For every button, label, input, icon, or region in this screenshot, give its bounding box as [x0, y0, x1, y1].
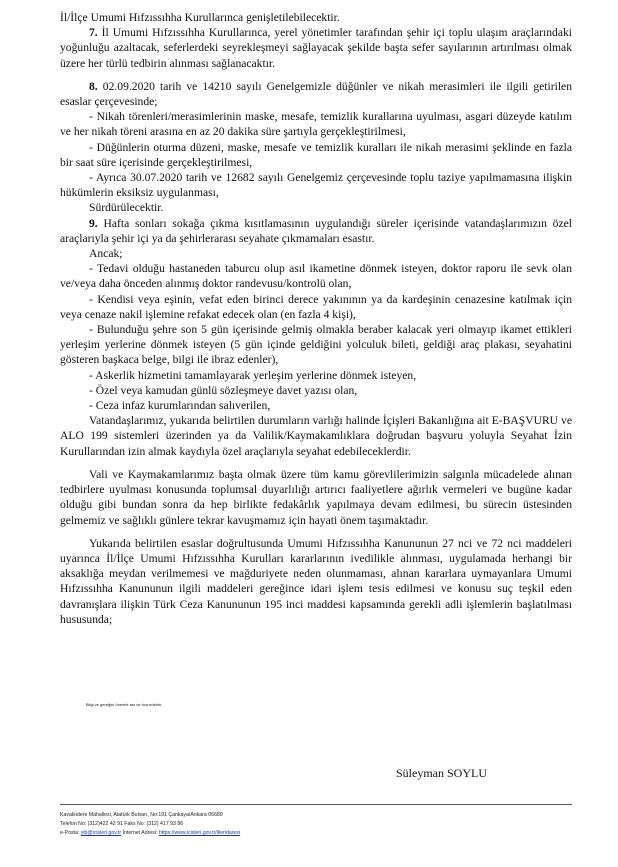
paragraph-text: - Nikah törenleri/merasimlerinin maske, mesafe, temizlik kurallarına uyulması, asgari düzeyde katılım ve her nikah töreni arasına en az 20 dakika süre şartıyla gerçekleştirilmesi,	[60, 110, 572, 139]
item-number: 7.	[89, 26, 98, 40]
paragraph-text: - Ayrıca 30.07.2020 tarih ve 12682 sayılı Genelgemiz çerçevesinde toplu taziye yapılmamasına ilişkin hükümlerin eksiksiz uygulanması,	[60, 171, 572, 200]
signer-name: Süleyman SOYLU	[396, 766, 487, 780]
email-link[interactable]: yib@icisleri.gov.tr	[80, 830, 122, 836]
paragraph	[60, 79, 572, 109]
paragraph-text: İl/İlçe Umumi Hıfzıssıhha Kurullarınca genişletilebilecektir.	[60, 11, 340, 24]
paragraph-text: Vali ve Kaymakamlarımız başta olmak üzere tüm kamu görevlilerimizin salgınla mücadelede alınan tedbirlere uyulması konusunda toplumsal duyarlılığı artırıcı faaliyetlere ağırlık vermeleri ve bugüne kadar olduğu gibi bundan sonra da hep birlikte fedakârlık yapılmaya devam edilmesi, bu sürecin üstesinden gelmemiz ve sağlıklı günlere tekrar kavuşmamız için hayati önem taşımaktadır.	[60, 467, 572, 527]
item-number: 9.	[89, 216, 98, 230]
web-link[interactable]: https://www.icisleri.gov.tr/illeridaresi	[158, 830, 241, 836]
paragraph	[60, 109, 572, 139]
paragraph	[60, 261, 572, 291]
paragraph-text: - Bulunduğu şehre son 5 gün içerisinde gelmiş olmakla beraber kalacak yeri olmayıp ikamet ettikleri yerleşim yerlerine dönmek isteyen (5 gün içinde geldiğini yolculuk bileti, geldiği araç plakası, seyahatini gösteren başkaca belge, bilgi ile ibraz edenler),	[60, 323, 572, 367]
document-body	[60, 10, 572, 627]
paragraph-text: - Kendisi veya eşinin, vefat eden birinci derece yakınının ya da kardeşinin cenazesine katılmak için veya cenaze nakil işlemine refakat edecek olan (en fazla 4 kişi),	[60, 292, 572, 321]
web-label: İnternet Adresi:	[121, 830, 159, 836]
paragraph-text: - Düğünlerin oturma düzeni, maske, mesafe ve temizlik kuralları ile nikah merasimi şeklinde en fazla bir saat süre içerisinde gerçekleştirilmesi,	[60, 140, 572, 169]
paragraph	[60, 368, 572, 383]
paragraph-text: - Tedavi olduğu hastaneden taburcu olup asıl ikametine dönmek isteyen, doktor raporu ile sevk olan ve/veya daha önceden alınmış doktor randevusu/kontrolü olan,	[60, 262, 572, 291]
paragraph-text: İl Umumi Hıfzıssıhha Kurullarınca, yerel yönetimler tarafından şehir içi toplu ulaşım araçlarındaki yoğunluğu azaltacak, seferlerdeki seyrekleşmeyi sağlayacak şekilde başta sefer sayılarının artırılması olmak üzere her türlü tedbirin alınması sağlanacaktır.	[60, 26, 572, 70]
paragraph	[60, 10, 572, 25]
paragraph-text: Vatandaşlarımız, yukarıda belirtilen durumların varlığı halinde İçişleri Bakanlığına ait E-BAŞVURU ve ALO 199 sistemleri üzerinden ya da Valilik/Kaymakamlıklara doğrudan başvuru yoluyla Seyahat İzin Kurullarından izin almak kaydıyla özel araçlarıyla seyahat edebileceklerdir.	[60, 414, 572, 458]
item-number: 8.	[89, 79, 98, 93]
paragraph-text: 02.09.2020 tarih ve 14210 sayılı Genelgemizle düğünler ve nikah merasimleri ile ilgili getirilen esaslar çerçevesinde;	[60, 79, 572, 109]
paragraph	[60, 467, 572, 528]
paragraph	[60, 140, 572, 170]
paragraph	[60, 292, 572, 322]
paragraph	[60, 383, 572, 398]
paragraph-text: Sürdürülecektir.	[89, 201, 164, 215]
footer	[60, 804, 572, 838]
paragraph	[60, 413, 572, 459]
footer-address: Kavaklıdere Mahallesi, Atatürk Bulvarı, No:191 Çankaya/Ankara 06680	[60, 812, 223, 818]
paragraph	[60, 322, 572, 368]
footer-contact	[60, 829, 572, 838]
paragraph	[60, 25, 572, 71]
email-label: e-Posta:	[60, 830, 81, 836]
paragraph	[60, 216, 572, 246]
paragraph-text: - Özel veya kamudan günlü sözleşmeye davet yazısı olan,	[89, 383, 358, 397]
paragraph	[60, 200, 572, 215]
paragraph	[60, 246, 572, 261]
paragraph	[60, 536, 572, 627]
paragraph	[60, 398, 572, 413]
paragraph-text: Ancak;	[89, 247, 123, 261]
paragraph	[60, 170, 572, 200]
closing-line: Bilgi ve gereğini önemle arz ve rica ederim.	[86, 702, 163, 707]
paragraph-text: Hafta sonları sokağa çıkma kısıtlamasının uygulandığı süreler içerisinde vatandaşlarımızın özel araçlarıyla şehir içi ya da şehirlerarası seyahate çıkmamaları esastır.	[60, 216, 572, 245]
paragraph-text: Yukarıda belirtilen esaslar doğrultusunda Umumi Hıfzıssıhha Kanununun 27 nci ve 72 nci maddeleri uyarınca İl/İlçe Umumi Hıfzıssıhha Kurulları kararlarının ivedilikle alınması, uygulamada herhangi bir aksaklığa meydan verilmemesi ve mağduriyete neden olunmaması, alınan kararlara uymayanlara Umumi Hıfzıssıhha Kanununun ilgili maddeleri gereğince idari işlem tesis edilmesi ve konusu suç teşkil eden davranışlara ilişkin Türk Ceza Kanununun 195 inci maddesi kapsamında gerekli adli işlemlerin başlatılması hususunda;	[60, 536, 572, 626]
paragraph-text: - Askerlik hizmetini tamamlayarak yerleşim yerlerine dönmek isteyen,	[89, 368, 417, 382]
footer-phone: Telefon No: (312)422 42 91 Faks No: (312) 417 93 86	[60, 821, 184, 827]
paragraph-text: - Ceza infaz kurumlarından salıverilen,	[89, 399, 271, 413]
